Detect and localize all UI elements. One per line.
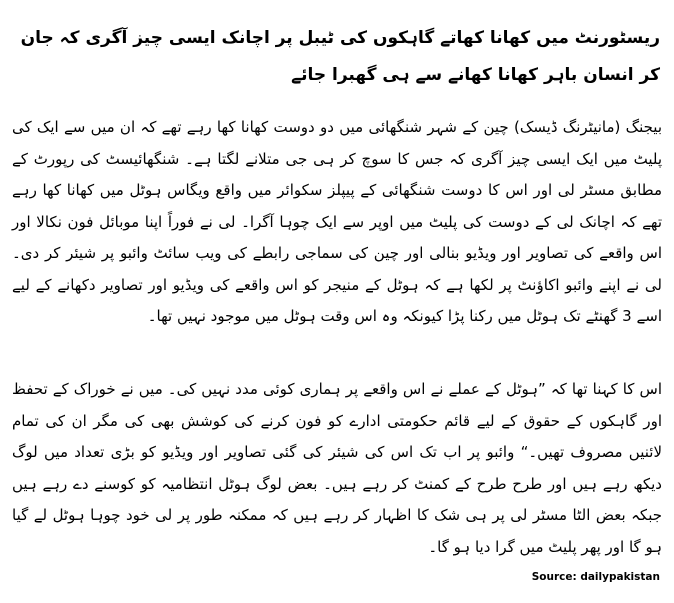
source-credit: Source: dailypakistan [531, 571, 660, 583]
article-paragraph-1: بیجنگ (مانیٹرنگ ڈیسک) چین کے شہر شنگھائی میں دو دوست کھانا کھا رہے تھے کہ ان میں سے ایک کی پلیٹ میں ایک ایسی چیز آگری کہ جس کا سوچ کر ہی جی متلانے لگتا ہے۔ شنگھائیسٹ کی رپورٹ کے مطابق مسٹر لی اور اس کا دوست شنگھائی کے پیپلز سکوائر میں واقع ویگاس ہوٹل میں کھانا کھا رہے تھے کہ اچانک لی کے دوست کی پلیٹ میں اوپر سے ایک چوہا آگرا۔ لی نے فوراً اپنا موبائل فون نکالا اور اس واقعے کی تصاویر اور ویڈیو بنالی اور چین کی سماجی رابطے کی ویب سائٹ وائبو پر شیئر کر دی۔ لی نے اپنے وائبو اکاﺅنٹ پر لکھا ہے کہ ہوٹل کے منیجر کو اس واقعے کی ویڈیو اور تصاویر دکھانے کے لیے اسے 3 گھنٹے تک ہوٹل میں رکنا پڑا کیونکہ وہ اس وقت ہوٹل میں موجود نہیں تھا۔ [12, 118, 662, 325]
article-paragraph-2: اس کا کہنا تھا کہ ”ہوٹل کے عملے نے اس واقعے پر ہماری کوئی مدد نہیں کی۔ میں نے خوراک کے تحفظ اور گاہکوں کے حقوق کے لیے قائم حکومتی ادارے کو فون کرنے کی کوشش بھی کی مگر ان کی تمام لائنیں مصروف تھیں۔“ وائبو پر اب تک اس کی شیئر کی گئی تصاویر اور ویڈیو کو بڑی تعداد میں لوگ دیکھ رہے ہیں اور طرح طرح کے کمنٹ کر رہے ہیں۔ بعض لوگ ہوٹل انتظامیہ کو کوسنے دے رہے ہیں جبکہ بعض الٹا مسٹر لی پر ہی شک کا اظہار کر رہے ہیں کہ ممکنہ طور پر لی خود چوہا ہوٹل لے گیا ہو گا اور پھر پلیٹ میں گرا دیا ہو گا۔ [12, 380, 662, 556]
article-title: ریسٹورنٹ میں کھانا کھاتے گاہکوں کی ٹیبل پر اچانک ایسی چیز آگری کہ جان کر انسان باہر کھانا کھانے سے ہی گھبرا جائے [20, 28, 660, 85]
